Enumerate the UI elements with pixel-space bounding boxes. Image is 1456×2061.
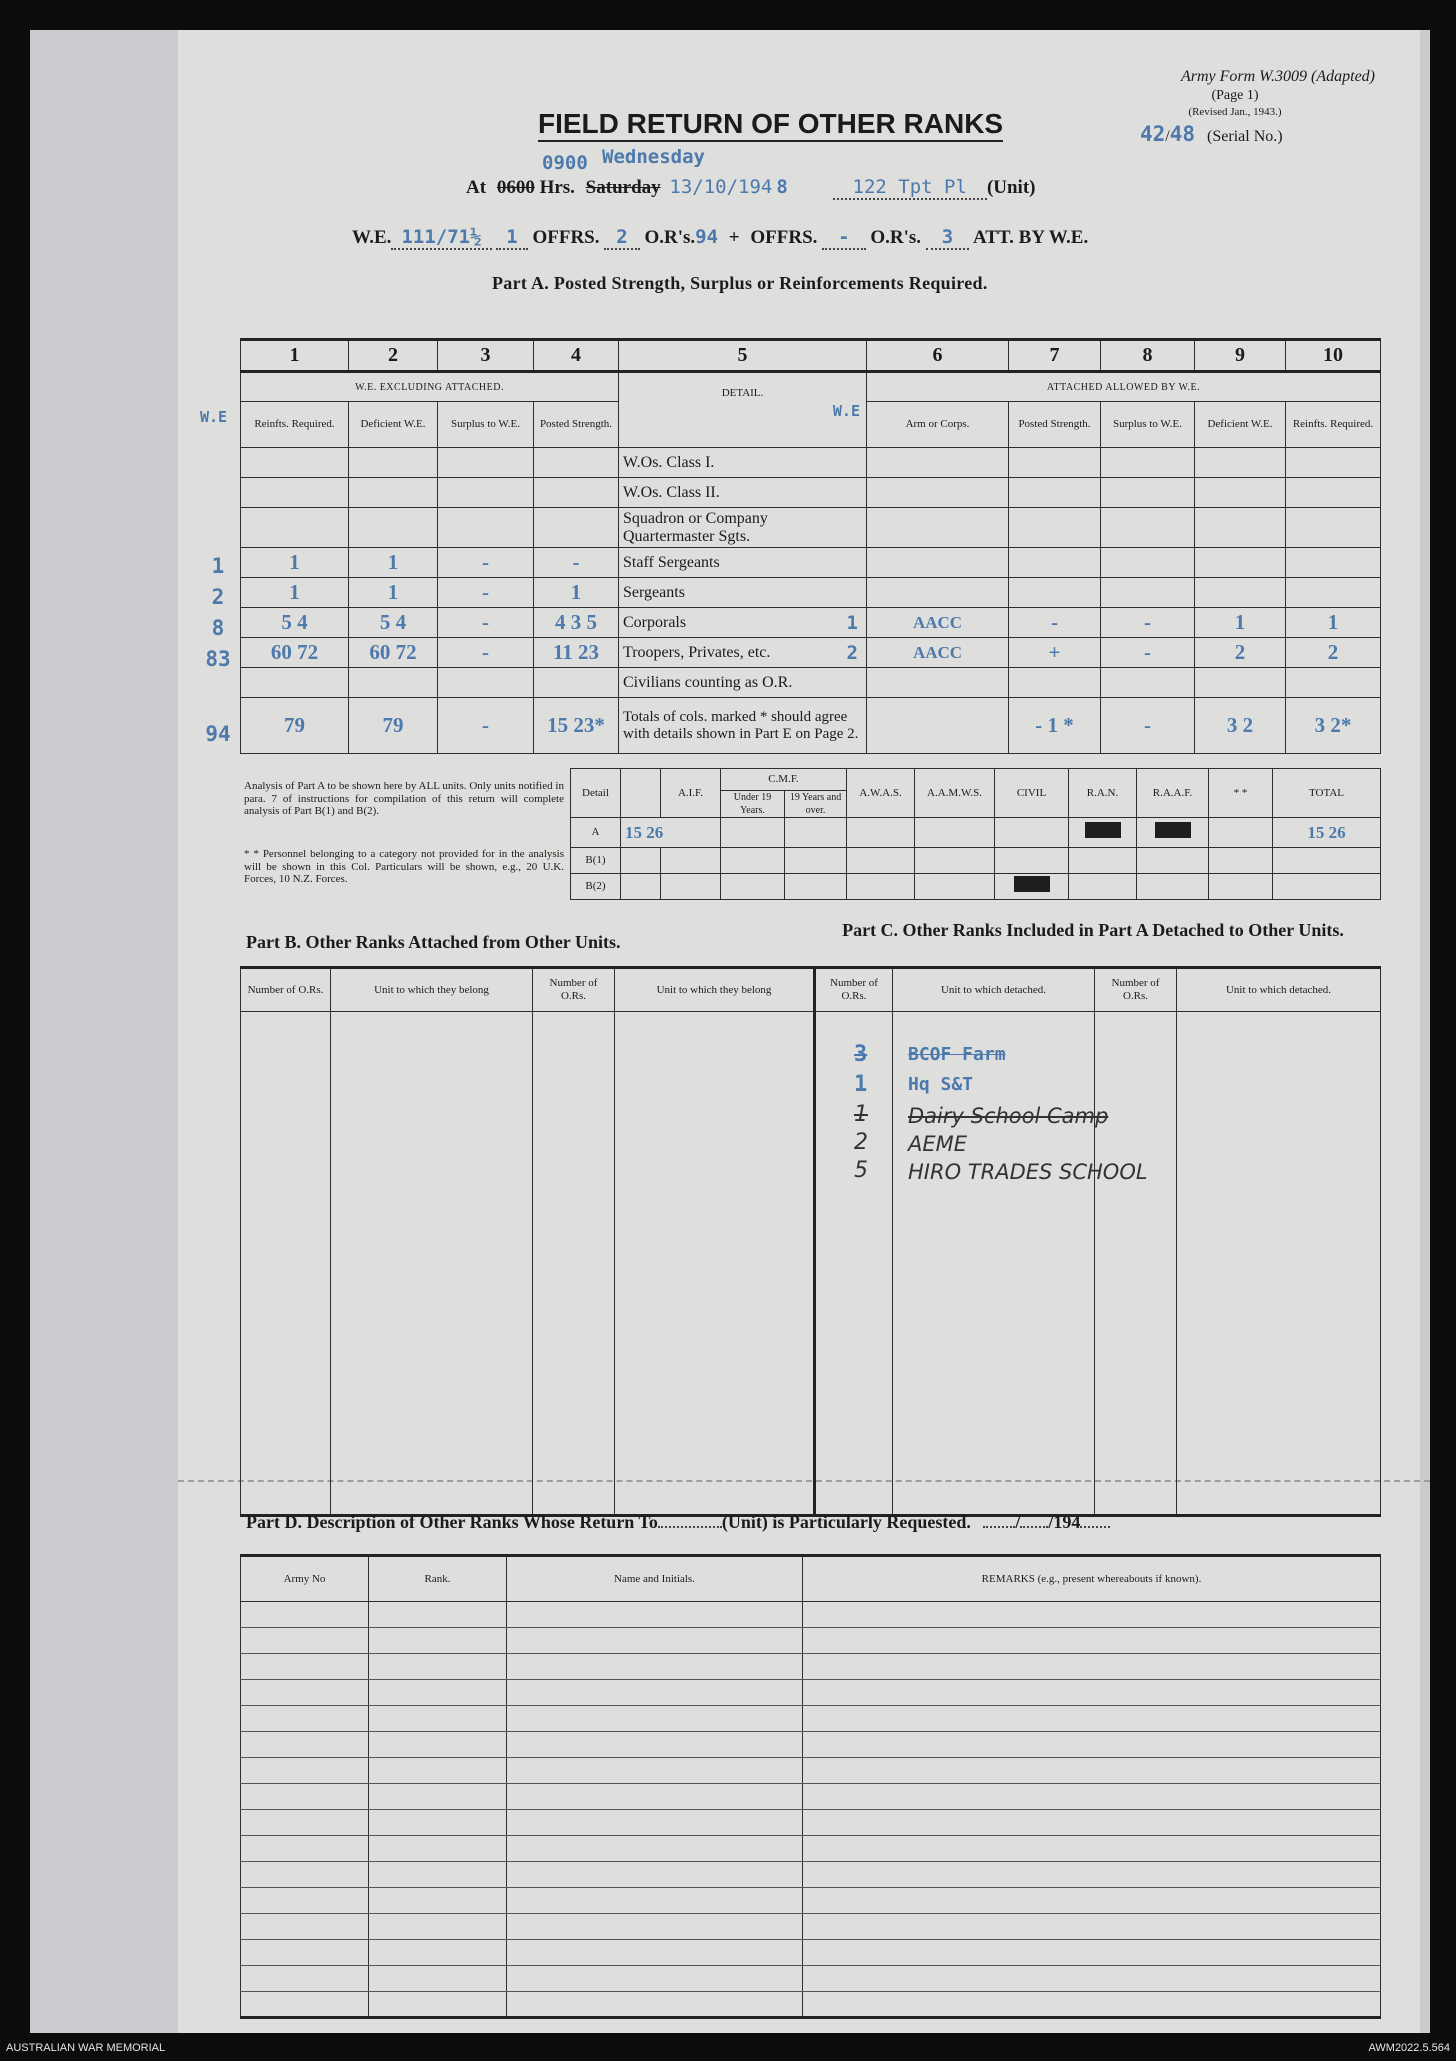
unit-value: 122 Tpt Pl	[833, 176, 987, 200]
att-reinfts	[1286, 668, 1381, 698]
part-d-row	[241, 1706, 1381, 1732]
analysis-total-value: 15 26	[1273, 818, 1381, 848]
part-bc-row	[241, 1404, 1381, 1432]
ors-value: 2	[604, 226, 639, 250]
offrs-value: 1	[496, 226, 527, 250]
detail-label: Corporals	[623, 613, 687, 631]
analysis-header: R.A.N.	[1069, 769, 1137, 818]
serial-b: 48	[1169, 122, 1196, 146]
att-deficient	[1195, 448, 1286, 478]
analysis-header: TOTAL	[1273, 769, 1381, 818]
att-posted-strength	[1009, 668, 1101, 698]
part-bc-row	[241, 1012, 1381, 1040]
arm-or-corps	[867, 698, 1009, 754]
footer-accession: AWM2022.5.564	[1368, 2042, 1450, 2054]
reinfts-required	[241, 478, 349, 508]
att-posted-strength	[1009, 478, 1101, 508]
att-posted-strength: -	[1009, 608, 1101, 638]
att-surplus	[1101, 508, 1195, 548]
col-number: 7	[1009, 340, 1101, 372]
att-label: ATT. BY W.E.	[972, 227, 1089, 248]
att-offrs-value: -	[822, 226, 865, 250]
part-d-heading-pre: Part D. Description of Other Ranks Whose Return To	[246, 1512, 658, 1532]
detail-header-label: DETAIL.	[721, 387, 764, 399]
att-deficient: 3 2	[1195, 698, 1286, 754]
att-deficient	[1195, 478, 1286, 508]
reinfts-required	[241, 668, 349, 698]
we-value: 111/71½	[391, 226, 491, 250]
part-bc-row	[241, 1264, 1381, 1292]
analysis-header: R.A.A.F.	[1137, 769, 1209, 818]
att-posted-strength	[1009, 548, 1101, 578]
reinfts-required: 1	[241, 578, 349, 608]
form-revised: (Revised Jan., 1943.)	[1188, 106, 1282, 118]
surplus-to-we: -	[438, 638, 534, 668]
att-deficient	[1195, 668, 1286, 698]
col-number: 10	[1286, 340, 1381, 372]
detached-unit: HIRO TRADES SCHOOL	[908, 1160, 1148, 1184]
analysis-aif-value: 15 26	[621, 818, 721, 848]
part-d-row	[241, 1654, 1381, 1680]
att-reinfts: 1	[1286, 608, 1381, 638]
part-a-row	[241, 608, 1381, 638]
we-col-heading-mid: W.E	[832, 402, 860, 420]
arm-or-corps	[867, 448, 1009, 478]
analysis-note: Analysis of Part A to be shown here by ALL units. Only units notified in para. 7 of instructions for compilation of this return will complete analysis of Part B(1) and B(2).	[244, 780, 564, 817]
part-b-col: Unit to which they belong	[331, 968, 533, 1012]
part-c-entry	[846, 1158, 1296, 1186]
att-surplus: -	[1101, 638, 1195, 668]
line2	[352, 226, 1088, 249]
reinfts-required: 60 72	[241, 638, 349, 668]
part-c-entry	[846, 1102, 1296, 1130]
deficient-we: 1	[349, 578, 438, 608]
part-b-col: Number of O.Rs.	[533, 968, 615, 1012]
part-a-row	[241, 508, 1381, 548]
surplus-to-we	[438, 478, 534, 508]
att-surplus	[1101, 578, 1195, 608]
part-d-row	[241, 1732, 1381, 1758]
analysis-header: 19 Years and over.	[785, 791, 847, 818]
reinfts-required: 79	[241, 698, 349, 754]
subheader: Posted Strength.	[1009, 402, 1101, 448]
part-c-entry	[846, 1042, 1296, 1072]
posted-strength	[534, 478, 619, 508]
col-number: 3	[438, 340, 534, 372]
analysis-header-blank	[621, 769, 661, 818]
we-col-heading-left: W.E	[200, 408, 228, 426]
att-deficient: 1	[1195, 608, 1286, 638]
part-c-col: Number of O.Rs.	[815, 968, 893, 1012]
serial-number: 42/48 (Serial No.)	[1140, 122, 1283, 146]
reinfts-required	[241, 508, 349, 548]
serial-label: (Serial No.)	[1207, 128, 1283, 145]
part-a-heading: Part A. Posted Strength, Surplus or Reinforcements Required.	[492, 273, 988, 293]
column-number-row	[241, 340, 1381, 372]
part-d-table	[240, 1554, 1381, 2019]
col-number: 1	[241, 340, 349, 372]
analysis-header: A.I.F.	[661, 769, 721, 818]
att-surplus	[1101, 478, 1195, 508]
analysis-row-label: A	[571, 818, 621, 848]
att-surplus: -	[1101, 608, 1195, 638]
detached-number: 2	[854, 1130, 868, 1155]
analysis-header: A.A.M.W.S.	[915, 769, 995, 818]
part-d-row	[241, 1810, 1381, 1836]
surplus-to-we	[438, 508, 534, 548]
reinfts-required	[241, 448, 349, 478]
arm-or-corps	[867, 478, 1009, 508]
analysis-row-label: B(2)	[571, 874, 621, 900]
ors-total: 94	[695, 226, 719, 248]
att-reinfts	[1286, 448, 1381, 478]
analysis-row-label: B(1)	[571, 848, 621, 874]
analysis-header: * *	[1209, 769, 1273, 818]
we-margin-value: 83	[205, 647, 231, 671]
part-bc-row	[241, 1432, 1381, 1460]
att-posted-strength	[1009, 508, 1101, 548]
surplus-to-we: -	[438, 578, 534, 608]
detached-number: 1	[854, 1072, 868, 1097]
subheader: Deficient W.E.	[349, 402, 438, 448]
deficient-we	[349, 508, 438, 548]
detached-number: 1	[854, 1102, 868, 1127]
part-d-row	[241, 1602, 1381, 1628]
arm-or-corps: AACC	[867, 638, 1009, 668]
subheader: Reinfts. Required.	[1286, 402, 1381, 448]
subheader: Reinfts. Required.	[241, 402, 349, 448]
detail-header	[619, 372, 867, 448]
we-margin-value: 1	[211, 554, 225, 578]
detail-label: Totals of cols. marked * should agree with details shown in Part E on Page 2.	[623, 708, 859, 742]
part-c-entry	[846, 1072, 1296, 1102]
part-bc-row	[241, 1208, 1381, 1236]
part-d-row	[241, 1940, 1381, 1966]
att-ors-label: O.R's.	[870, 227, 922, 248]
detached-unit: BCOF Farm	[908, 1044, 1006, 1065]
part-bc-row	[241, 1292, 1381, 1320]
reinfts-required: 1	[241, 548, 349, 578]
we-label: W.E.	[352, 227, 392, 248]
unit-label: (Unit)	[986, 177, 1036, 198]
part-b-col: Number of O.Rs.	[241, 968, 331, 1012]
arm-or-corps: AACC	[867, 608, 1009, 638]
part-b-col: Unit to which they belong	[615, 968, 815, 1012]
detail-label: Troopers, Privates, etc.	[623, 643, 771, 661]
detail-label: Civilians counting as O.R.	[623, 673, 793, 691]
plus-sign: +	[728, 227, 740, 248]
part-bc-row	[241, 1376, 1381, 1404]
att-reinfts: 3 2*	[1286, 698, 1381, 754]
detail-label: Staff Sergeants	[623, 553, 720, 571]
detail-label: W.Os. Class II.	[623, 483, 720, 501]
surplus-to-we: -	[438, 548, 534, 578]
form-page: (Page 1)	[1211, 88, 1259, 103]
part-a-row	[241, 478, 1381, 508]
att-reinfts	[1286, 478, 1381, 508]
subheader: Arm or Corps.	[867, 402, 1009, 448]
col-number: 6	[867, 340, 1009, 372]
posted-strength	[534, 448, 619, 478]
part-d-row	[241, 1992, 1381, 2018]
we-margin-value: 8	[211, 616, 225, 640]
att-deficient	[1195, 508, 1286, 548]
deficient-we: 60 72	[349, 638, 438, 668]
part-a-row	[241, 448, 1381, 478]
analysis-header: A.W.A.S.	[847, 769, 915, 818]
part-d-year: /194	[1048, 1512, 1081, 1532]
detail-label: Sergeants	[623, 583, 685, 601]
subheader: Surplus to W.E.	[438, 402, 534, 448]
time-written: 0900	[542, 152, 588, 174]
att-deficient	[1195, 548, 1286, 578]
part-d-row	[241, 1836, 1381, 1862]
part-a-row	[241, 548, 1381, 578]
posted-strength: -	[534, 548, 619, 578]
part-d-row	[241, 1628, 1381, 1654]
analysis-header: Under 19 Years.	[721, 791, 785, 818]
part-d-col: Name and Initials.	[507, 1556, 803, 1602]
redaction-blot	[1014, 876, 1050, 892]
detached-number: 3	[854, 1042, 868, 1067]
analysis-table	[570, 768, 1381, 900]
att-reinfts	[1286, 548, 1381, 578]
group-header-right: ATTACHED ALLOWED BY W.E.	[867, 372, 1381, 402]
att-posted-strength: +	[1009, 638, 1101, 668]
att-posted-strength	[1009, 578, 1101, 608]
we-margin-value: 2	[211, 585, 225, 609]
part-bc-row	[241, 1348, 1381, 1376]
part-c-heading: Part C. Other Ranks Included in Part A Detached to Other Units.	[842, 920, 1344, 940]
form-number: Army Form W.3009 (Adapted)	[1180, 68, 1375, 85]
part-d-date-sep: /	[1015, 1512, 1021, 1532]
posted-strength	[534, 508, 619, 548]
part-d-row	[241, 1758, 1381, 1784]
att-reinfts: 2	[1286, 638, 1381, 668]
surplus-to-we: -	[438, 608, 534, 638]
col-number: 9	[1195, 340, 1286, 372]
redaction-blot	[1085, 822, 1121, 838]
part-c-entries	[846, 1042, 1296, 1186]
part-c-col: Unit to which detached.	[1177, 968, 1381, 1012]
att-surplus: -	[1101, 698, 1195, 754]
redaction-blot	[1155, 822, 1191, 838]
att-reinfts	[1286, 578, 1381, 608]
part-d-col: Rank.	[369, 1556, 507, 1602]
hrs-label: Hrs.	[539, 177, 575, 198]
att-deficient	[1195, 578, 1286, 608]
part-d-row	[241, 1966, 1381, 1992]
col-number: 5	[619, 340, 867, 372]
part-d-row	[241, 1784, 1381, 1810]
deficient-we	[349, 668, 438, 698]
att-deficient: 2	[1195, 638, 1286, 668]
surplus-to-we: -	[438, 698, 534, 754]
subheader: Surplus to W.E.	[1101, 402, 1195, 448]
part-c-col: Number of O.Rs.	[1095, 968, 1177, 1012]
page-title: FIELD RETURN OF OTHER RANKS	[538, 108, 1003, 142]
part-a-row	[241, 698, 1381, 754]
deficient-we: 1	[349, 548, 438, 578]
serial-a: 42	[1140, 122, 1166, 146]
analysis-header: CIVIL	[995, 769, 1069, 818]
att-posted-strength	[1009, 448, 1101, 478]
part-a-row	[241, 638, 1381, 668]
analysis-header: Detail	[571, 769, 621, 818]
surplus-to-we	[438, 668, 534, 698]
deficient-we	[349, 478, 438, 508]
ors-label: O.R's.	[644, 227, 696, 248]
time-printed: 0600	[496, 177, 535, 198]
part-c-col: Unit to which detached.	[893, 968, 1095, 1012]
arm-or-corps	[867, 548, 1009, 578]
part-d-row	[241, 1888, 1381, 1914]
line1	[466, 176, 1036, 199]
we-margin-value: 94	[205, 722, 231, 746]
group-header-left: W.E. EXCLUDING ATTACHED.	[241, 372, 619, 402]
att-surplus	[1101, 448, 1195, 478]
part-bc-row	[241, 1236, 1381, 1264]
att-posted-strength: - 1 *	[1009, 698, 1101, 754]
deficient-we	[349, 448, 438, 478]
part-bc-row	[241, 1320, 1381, 1348]
part-d-row	[241, 1862, 1381, 1888]
detached-unit: Dairy School Camp	[908, 1104, 1109, 1128]
at-label: At	[466, 177, 487, 198]
part-a-table	[240, 338, 1381, 754]
col-number: 4	[534, 340, 619, 372]
part-bc-row	[241, 1460, 1381, 1488]
part-b-heading: Part B. Other Ranks Attached from Other Units.	[246, 932, 621, 952]
posted-strength: 15 23*	[534, 698, 619, 754]
part-d-col: REMARKS (e.g., present whereabouts if known).	[803, 1556, 1381, 1602]
date-value: 13/10/194	[669, 176, 773, 198]
detail-label: W.Os. Class I.	[623, 453, 715, 471]
we-attached-value: 2	[846, 641, 858, 664]
analysis-header: C.M.F.	[721, 769, 847, 791]
att-ors-value: 3	[926, 226, 969, 250]
part-d-heading-post: (Unit) is Particularly Requested.	[721, 1512, 971, 1532]
we-attached-value: 1	[846, 611, 858, 634]
part-a-row	[241, 668, 1381, 698]
arm-or-corps	[867, 508, 1009, 548]
detached-unit: Hq S&T	[908, 1074, 974, 1095]
day-written: Wednesday	[602, 146, 705, 168]
att-surplus	[1101, 548, 1195, 578]
footer-credit: AUSTRALIAN WAR MEMORIAL	[6, 2042, 166, 2054]
part-d-row	[241, 1914, 1381, 1940]
deficient-we: 79	[349, 698, 438, 754]
att-reinfts	[1286, 508, 1381, 548]
posted-strength: 1	[534, 578, 619, 608]
subheader: Posted Strength.	[534, 402, 619, 448]
part-a-row	[241, 578, 1381, 608]
part-c-entry	[846, 1130, 1296, 1158]
posted-strength: 4 3 5	[534, 608, 619, 638]
arm-or-corps	[867, 578, 1009, 608]
detached-number: 5	[854, 1158, 868, 1183]
subheader: Deficient W.E.	[1195, 402, 1286, 448]
posted-strength	[534, 668, 619, 698]
year-digit: 8	[776, 176, 788, 198]
part-d-row	[241, 1680, 1381, 1706]
surplus-to-we	[438, 448, 534, 478]
detail-label: Squadron or Company Quartermaster Sgts.	[623, 509, 768, 545]
offrs-label: OFFRS.	[532, 227, 600, 248]
day-printed: Saturday	[585, 177, 661, 198]
reinfts-required: 5 4	[241, 608, 349, 638]
arm-or-corps	[867, 668, 1009, 698]
att-offrs-label: OFFRS.	[750, 227, 818, 248]
col-number: 2	[349, 340, 438, 372]
part-d-heading	[246, 1512, 1110, 1533]
deficient-we: 5 4	[349, 608, 438, 638]
detached-unit: AEME	[908, 1132, 968, 1156]
part-d-col: Army No	[241, 1556, 369, 1602]
col-number: 8	[1101, 340, 1195, 372]
posted-strength: 11 23	[534, 638, 619, 668]
analysis-footnote: * * Personnel belonging to a category not provided for in the analysis will be shown in this Col. Particulars will be shown, e.g., 20 U.K. Forces, 10 N.Z. Forces.	[244, 848, 564, 885]
att-surplus	[1101, 668, 1195, 698]
